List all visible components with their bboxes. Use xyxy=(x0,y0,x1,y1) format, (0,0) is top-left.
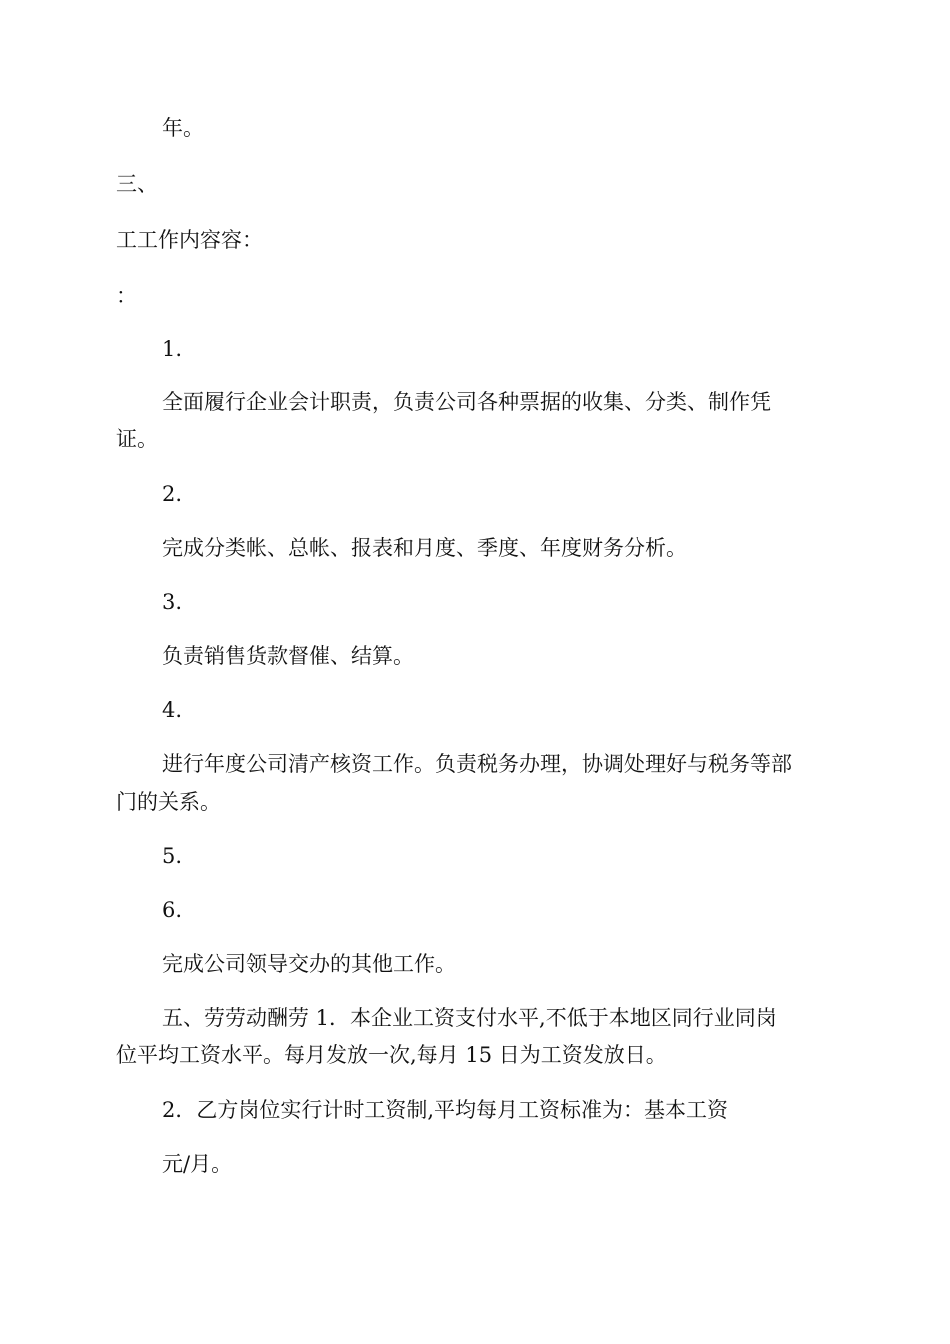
section-heading: 三、 xyxy=(116,172,158,196)
paragraph-line: 进行年度公司清产核资工作。负责税务办理，协调处理好与税务等部 xyxy=(162,752,792,776)
text-line: ： xyxy=(116,284,137,308)
list-number: 6. xyxy=(162,898,183,922)
paragraph-line: 元/月。 xyxy=(162,1152,233,1176)
text-line: 年。 xyxy=(162,116,204,140)
list-number: 5. xyxy=(162,844,183,868)
paragraph-line: 五、劳劳动酬劳 1．本企业工资支付水平,不低于本地区同行业同岗 xyxy=(162,1006,777,1030)
list-number: 2. xyxy=(162,482,183,506)
paragraph-line: 门的关系。 xyxy=(116,790,221,814)
paragraph-line: 全面履行企业会计职责，负责公司各种票据的收集、分类、制作凭 xyxy=(162,390,771,414)
paragraph-line: 证。 xyxy=(116,427,158,451)
list-number: 4. xyxy=(162,698,183,722)
paragraph-line: 负责销售货款督催、结算。 xyxy=(162,644,414,668)
paragraph-line: 位平均工资水平。每月发放一次,每月 15 日为工资发放日。 xyxy=(116,1043,667,1067)
paragraph-line: 完成分类帐、总帐、报表和月度、季度、年度财务分析。 xyxy=(162,536,687,560)
list-number: 1. xyxy=(162,337,183,361)
paragraph-line: 2．乙方岗位实行计时工资制,平均每月工资标准为：基本工资 xyxy=(162,1098,729,1122)
list-number: 3. xyxy=(162,590,183,614)
paragraph-line: 完成公司领导交办的其他工作。 xyxy=(162,952,456,976)
section-title: 工工作内容容： xyxy=(116,228,263,252)
